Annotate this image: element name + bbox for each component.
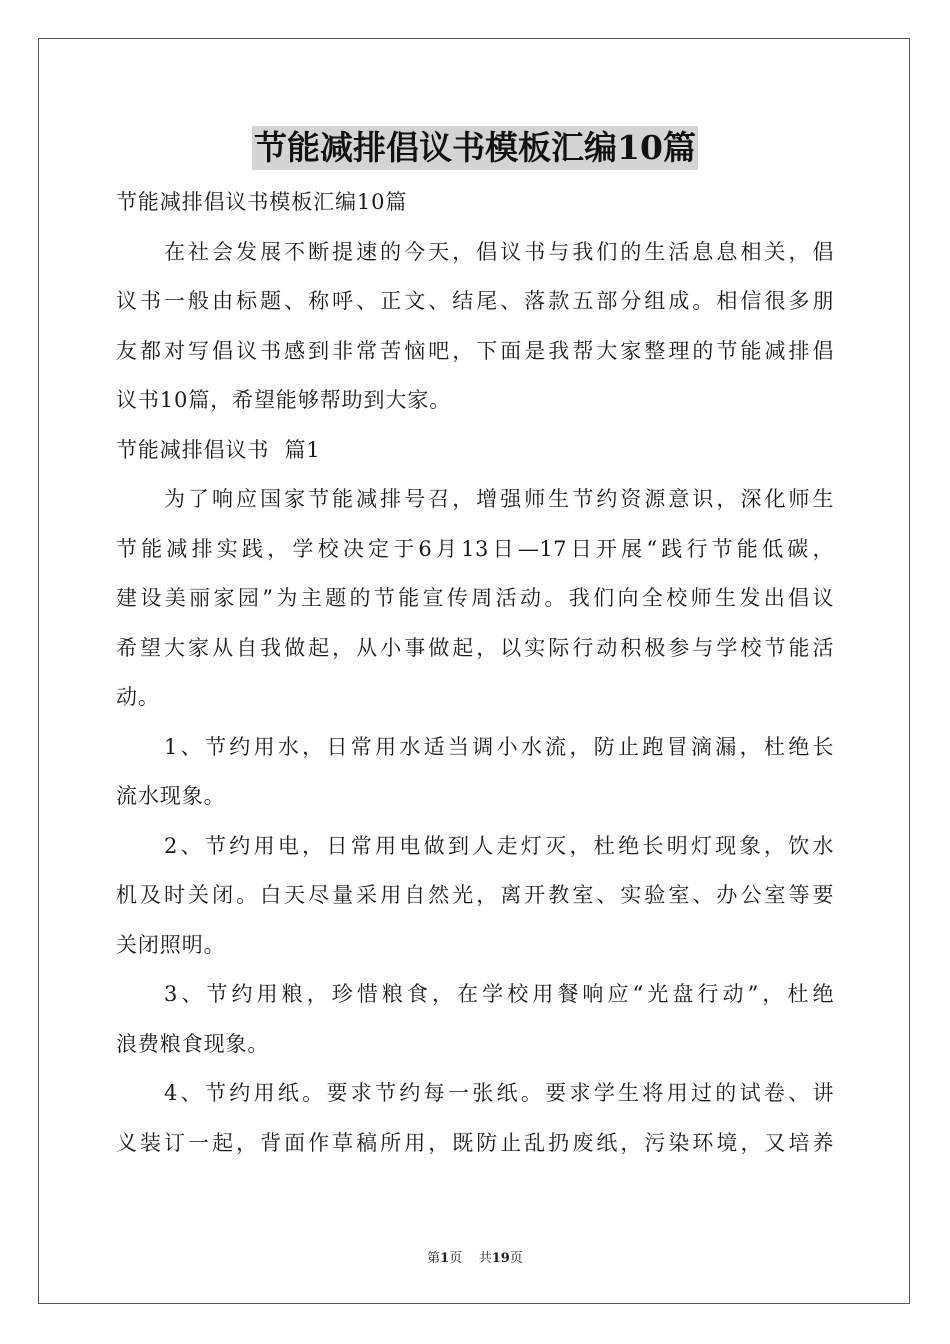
document-title: 节能减排倡议书模板汇编10篇 [252, 126, 698, 170]
footer-page-prefix: 第 [427, 1251, 441, 1266]
footer-page-total: 19 [491, 1251, 510, 1266]
intro-line: 议书一般由标题、称呼、正文、结尾、落款五部分组成。相信很多朋 [116, 289, 834, 313]
item1-line: 流水现象。 [116, 784, 226, 808]
item4-paragraph [116, 1069, 834, 1168]
item4-line: 4、节约用纸。要求节约每一张纸。要求学生将用过的试卷、讲 [164, 1081, 834, 1105]
item2-line: 机及时关闭。白天尽量采用自然光，离开教室、实验室、办公室等要 [116, 883, 834, 907]
item4-line: 义装订一起，背面作草稿所用，既防止乱扔废纸，污染环境，又培养 [116, 1130, 834, 1155]
item3-line: 3、节约用粮，珍惜粮食，在学校用餐响应“光盘行动”，杜绝 [164, 982, 834, 1006]
item1-line: 1、节约用水，日常用水适当调小水流，防止跑冒滴漏，杜绝长 [164, 734, 834, 759]
document-body [116, 178, 834, 1168]
section1-line: 动。 [116, 685, 160, 709]
footer-page-current: 1 [440, 1251, 450, 1266]
item2-line: 关闭照明。 [116, 932, 226, 957]
intro-line: 在社会发展不断提速的今天，倡议书与我们的生活息息相关，倡 [164, 239, 834, 264]
intro-line: 友都对写倡议书感到非常苦恼吧，下面是我帮大家整理的节能减排倡 [116, 338, 834, 363]
section-heading: 节能减排倡议书 篇1 [116, 437, 321, 462]
page-footer [0, 1247, 950, 1266]
item3-paragraph [116, 970, 834, 1069]
section1-line: 为了响应国家节能减排号召，增强师生节约资源意识，深化师生 [164, 487, 834, 511]
section1-line: 节能减排实践，学校决定于6月13日—17日开展“践行节能低碳， [116, 536, 834, 561]
footer-total-suffix: 页 [509, 1251, 523, 1266]
section1-line: 建设美丽家园”为主题的节能宣传周活动。我们向全校师生发出倡议 [116, 586, 834, 610]
item1-paragraph [116, 723, 834, 822]
section1-paragraph [116, 475, 834, 723]
intro-paragraph [116, 228, 834, 426]
intro-line: 议书10篇，希望能够帮助到大家。 [116, 388, 452, 412]
title-wrap [0, 126, 950, 170]
document-subtitle: 节能减排倡议书模板汇编10篇 [116, 190, 408, 214]
item3-line: 浪费粮食现象。 [116, 1031, 270, 1056]
item2-paragraph [116, 822, 834, 971]
section1-line: 希望大家从自我做起，从小事做起，以实际行动积极参与学校节能活 [116, 635, 834, 660]
footer-page-suffix: 页 [449, 1251, 463, 1266]
footer-total-prefix: 共 [478, 1251, 492, 1266]
item2-line: 2、节约用电，日常用电做到人走灯灭，杜绝长明灯现象，饮水 [164, 833, 834, 858]
